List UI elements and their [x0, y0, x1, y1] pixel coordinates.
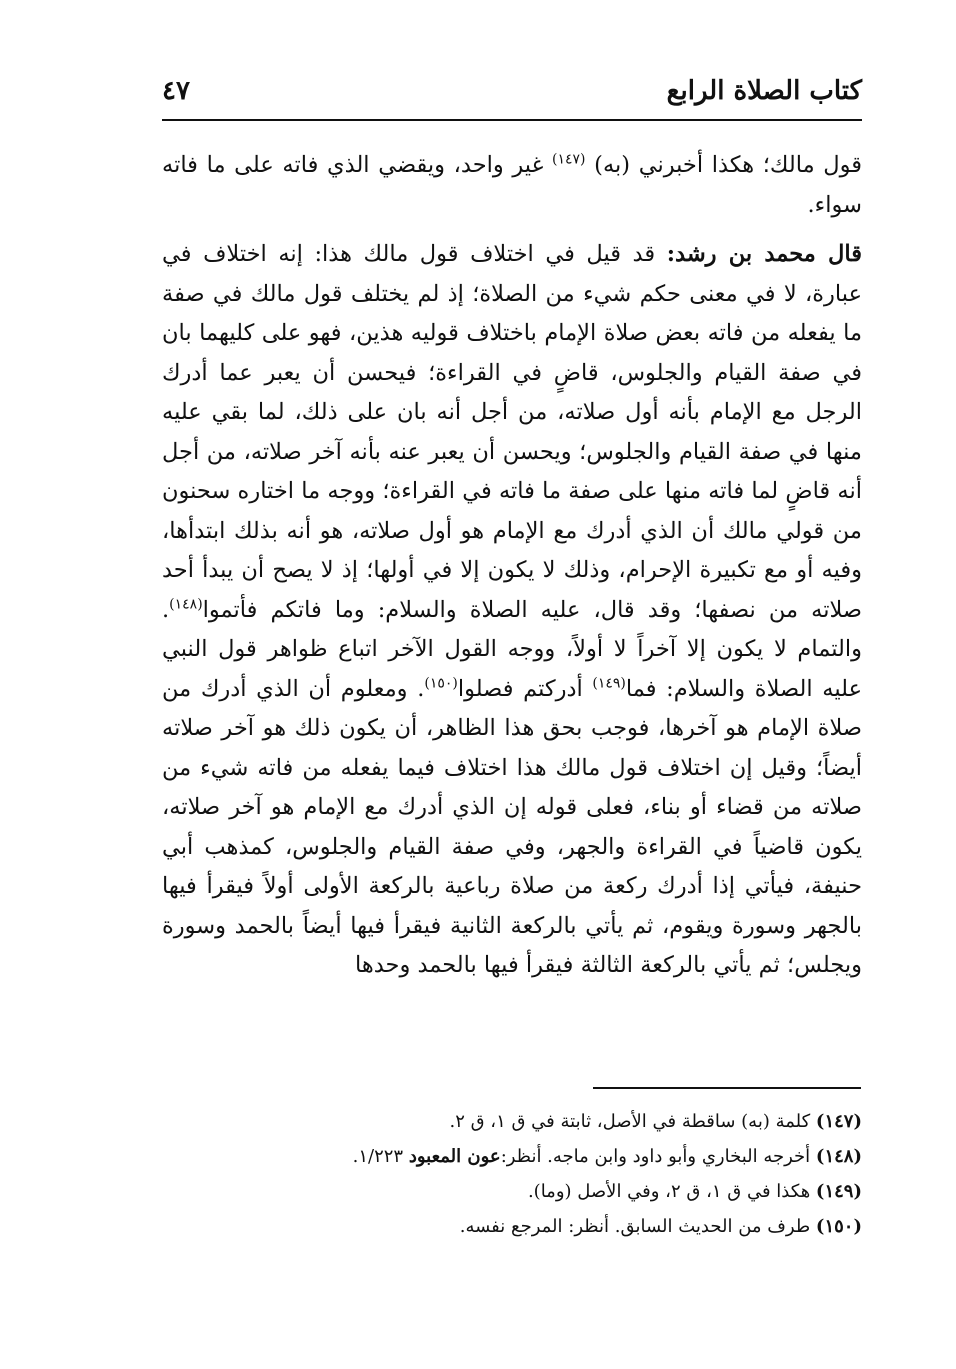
page-number: ٤٧ — [162, 76, 190, 106]
footnote-source-page: ١/٢٢٣. — [352, 1146, 404, 1167]
footnote-ref-149[interactable]: (١٤٩) — [592, 675, 626, 691]
header-divider — [162, 119, 862, 121]
paragraph-2 — [162, 235, 862, 986]
footnote-ref-150[interactable]: (١٥٠) — [424, 675, 458, 691]
footnote-text: طرف من الحديث السابق. أنظر: المرجع نفسه. — [459, 1216, 811, 1237]
footnote-ref-147[interactable]: (١٤٧) — [552, 151, 586, 168]
speaker-label: قال محمد بن رشد: — [666, 241, 862, 267]
paragraph-2-text-c: أدركتم فصلوا — [457, 675, 583, 702]
footnote-147 — [162, 1104, 862, 1139]
footnote-number: (١٤٧) — [815, 1111, 862, 1132]
footnote-ref-148[interactable]: (١٤٨) — [169, 596, 203, 612]
paragraph-1-text-b: غير واحد، ويقضي الذي فاته على ما فاته سواء. — [162, 152, 862, 218]
footnote-number: (١٤٩) — [815, 1181, 862, 1202]
paragraph-2-text-a: قد قيل في اختلاف قول مالك هذا: إنه اختلاف في عبارة، لا في معنى حكم شيء من الصلاة؛ إذ لم يختلف قول مالك في صفة ما يفعله من فاته بعض صلاة الإمام باختلاف قوليه هذين، فهو على كليهما بان في صفة القيام والجلوس، قاضٍ في القراءة؛ فيحسن أن يعبر عما أدرك الرجل مع الإمام بأنه أول صلاته، من أجل أنه بان على ذلك، لما بقي عليه منها في صفة القيام والجلوس؛ ويحسن أن يعبر عنه بأنه آخر صلاته، من أجل أنه قاضٍ لما فاته منها على صفة ما فاته في القراءة؛ ووجه ما اختاره سحنون من قولي مالك أن الذي أدرك مع الإمام هو أول صلاته، هو أنه بذلك ابتدأها، وفيه أو مع تكبيرة الإحرام، وذلك لا يكون إلا في أولها؛ إذ لا يصح أن يبدأ أحد صلاته من نصفها؛ وقد قال، عليه الصلاة والسلام: وما فاتكم فأتموا — [162, 241, 862, 623]
footnote-150 — [162, 1209, 862, 1244]
paragraph-2-text-b: . والتمام لا يكون إلا آخراً لا أولاً، ووجه القول الآخر اتباع ظواهر قول النبي عليه الصلاة والسلام: فما — [162, 596, 862, 702]
footnote-number: (١٤٨) — [815, 1146, 862, 1167]
footnote-text: أخرجه البخاري وأبو داود وابن ماجه. أنظر: — [500, 1146, 811, 1167]
paragraph-2-text-d: . ومعلوم أن الذي أدرك من صلاة الإمام هو آخرها، فوجب بحق هذا الظاهر، أن يكون ذلك هو آخر صلاته أيضاً؛ وقيل إن اختلاف قول مالك هذا اختلاف فيما يفعله من فاته شيء من صلاته من قضاء أو بناء، فعلى قوله إن الذي أدرك مع الإمام هو آخر صلاته، يكون قاضياً في القراءة والجهر، وفي صفة القيام والجلوس، كمذهب أبي حنيفة، فيأتي إذا أدرك ركعة من صلاة رباعية بالركعة الأولى أولاً فيقرأ فيها بالجهر وسورة ويقوم، ثم يأتي بالركعة الثانية فيقرأ فيها أيضاً بالحمد وسورة ويجلس؛ ثم يأتي بالركعة الثالثة فيقرأ فيها بالحمد وحدها — [162, 675, 862, 978]
footnote-149 — [162, 1174, 862, 1209]
footnote-number: (١٥٠) — [815, 1216, 862, 1237]
page-header — [162, 70, 862, 116]
footnotes — [162, 1104, 862, 1244]
main-text — [162, 146, 862, 986]
paragraph-1-text-a: قول مالك؛ هكذا أخبرني (به) — [594, 152, 863, 178]
footnote-source-title: عون المعبود — [408, 1146, 501, 1167]
footnote-text: كلمة (به) ساقطة في الأصل، ثابتة في ق ١، ق ٢. — [449, 1111, 811, 1132]
footnote-148 — [162, 1139, 862, 1174]
footnote-divider — [593, 1087, 861, 1089]
running-title: كتاب الصلاة الرابع — [666, 76, 862, 106]
paragraph-1 — [162, 146, 862, 225]
footnote-text: هكذا في ق ١، ق ٢، وفي الأصل (وما). — [527, 1181, 811, 1202]
